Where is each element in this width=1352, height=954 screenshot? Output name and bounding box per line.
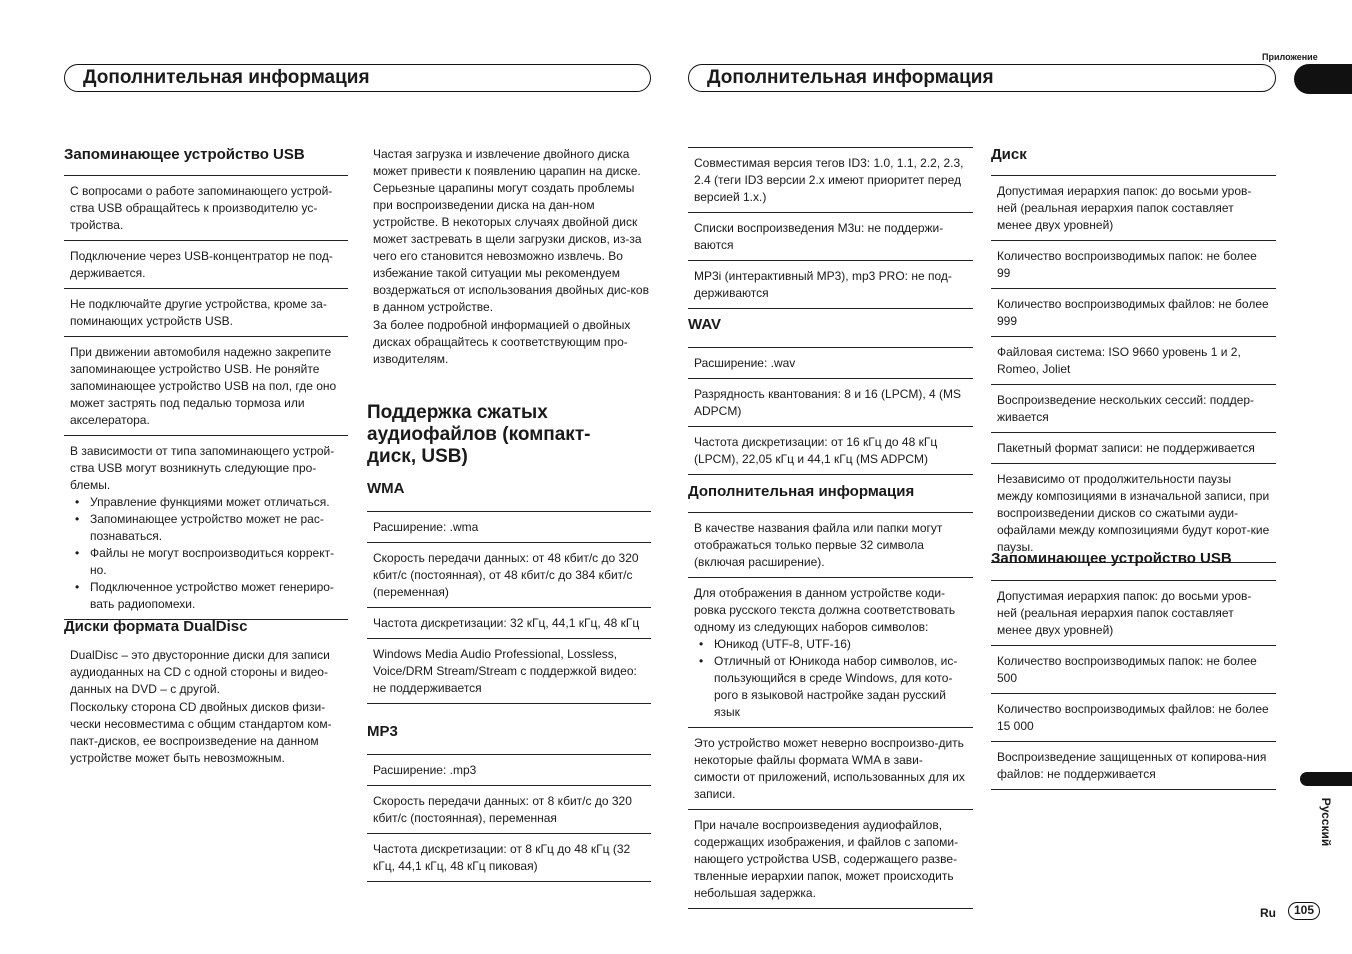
mp3-heading: MP3 <box>367 723 398 740</box>
extra-info-list <box>688 512 973 909</box>
usb-spec-list <box>991 580 1276 790</box>
section-label: Приложение <box>1262 52 1318 62</box>
usb-item: Не подключайте другие устройства, кроме за-поминающих устройств USB. <box>64 288 348 336</box>
banner-title-right: Дополнительная информация <box>707 67 994 88</box>
mp3-extra-item: Совместимая версия тегов ID3: 1.0, 1.1, 2.2, 2.3, 2.4 (теги ID3 версии 2.x имеют приоритет перед версией 1.x.) <box>688 147 973 212</box>
wma-list <box>367 511 651 704</box>
banner-title-left: Дополнительная информация <box>83 67 370 88</box>
disc-item: Независимо от продолжительности паузы между композициями в изначальной записи, при воспроизведении дисков со сжатыми ауди-офайлами между композициями будут корот-кие паузы. <box>991 463 1276 563</box>
language-label: Русский <box>1319 797 1333 847</box>
mp3-extra-list <box>688 147 973 309</box>
disc-item: Количество воспроизводимых папок: не более 99 <box>991 240 1276 288</box>
extra-info-item-encoding <box>688 577 973 727</box>
disc-item: Допустимая иерархия папок: до восьми уров-ней (реальная иерархия папок составляет менее двух уровней) <box>991 175 1276 240</box>
dualdisc-paragraph-3: Частая загрузка и извлечение двойного диска может привести к появлению царапин на диске. Серьезные царапины могут создать проблемы при воспроизведении диска на дан-ном устройстве. В некоторых случаях двойной диск может застревать в щели загрузки дисков, из-за чего его становится невозможно извлечь. Во избежание такой ситуации мы рекомендуем воздержаться от использования двойных дис-ков в данном устройстве. <box>373 147 649 314</box>
list-item: • Юникод (UTF-8, UTF-16) <box>714 636 967 653</box>
usb-item: При движении автомобиля надежно закрепите запоминающее устройство USB. Не роняйте запоминающее устройство USB на пол, где оно может застрять под педалью тормоза или акселератора. <box>64 336 348 435</box>
wma-item: Скорость передачи данных: от 48 кбит/с до 320 кбит/с (постоянная), от 48 кбит/с до 384 кбит/с (переменная) <box>367 542 651 607</box>
usb-item: Подключение через USB-концентратор не под-держивается. <box>64 240 348 288</box>
wma-item: Расширение: .wma <box>367 511 651 542</box>
usb-problems-list <box>70 494 342 613</box>
usb-item-problems <box>64 435 348 620</box>
mp3-list <box>367 754 651 882</box>
list-item: • Файлы не могут воспроизводиться коррект-но. <box>90 545 342 579</box>
page-number-text: 105 <box>1293 903 1315 917</box>
disc-item: Файловая система: ISO 9660 уровень 1 и 2, Romeo, Joliet <box>991 336 1276 384</box>
wma-item: Частота дискретизации: 32 кГц, 44,1 кГц, 48 кГц <box>367 607 651 638</box>
mp3-item: Расширение: .mp3 <box>367 754 651 785</box>
usb-heading: Запоминающее устройство USB <box>64 146 305 163</box>
usb-spec-item: Воспроизведение защищенных от копирова-ния файлов: не поддерживается <box>991 741 1276 790</box>
wav-list <box>688 347 973 475</box>
mp3-extra-item: MP3i (интерактивный MP3), mp3 PRO: не под-держиваются <box>688 260 973 309</box>
dualdisc-paragraph-4: За более подробной информацией о двойных дисках обращайтесь к соответствующим про-изводителям. <box>373 318 631 366</box>
mp3-item: Частота дискретизации: от 8 кГц до 48 кГц (32 кГц, 44,1 кГц, 48 кГц пиковая) <box>367 833 651 882</box>
disc-heading: Диск <box>991 146 1027 163</box>
page-banner-left <box>64 64 651 92</box>
dualdisc-paragraph-1: DualDisc – это двусторонние диски для записи аудиоданных на CD с одной стороны и видео-данных на DVD – с другой. <box>70 648 330 696</box>
list-item: • Запоминающее устройство может не рас-познаваться. <box>90 511 342 545</box>
wma-item: Windows Media Audio Professional, Lossless, Voice/DRM Stream/Stream с поддержкой видео: не поддерживается <box>367 638 651 704</box>
language-code: Ru <box>1260 906 1276 920</box>
compressed-audio-heading: Поддержка сжатых аудиофайлов (компакт-диск, USB) <box>367 402 591 467</box>
extra-info-item: При начале воспроизведения аудиофайлов, содержащих изображения, и файлов с запоми-нающего устройства USB, содержащего разве-твленные иерархии папок, может происходить небольшая задержка. <box>688 809 973 909</box>
dualdisc-heading: Диски формата DualDisc <box>64 618 248 635</box>
page-banner-right <box>688 64 1276 92</box>
wav-item: Расширение: .wav <box>688 347 973 378</box>
wma-heading: WMA <box>367 480 405 497</box>
encoding-intro: Для отображения в данном устройстве коди-ровка русского текста должна соответствовать одному из следующих наборов символов: <box>694 586 956 634</box>
mp3-extra-item: Списки воспроизведения M3u: не поддержи-ваются <box>688 212 973 260</box>
language-tab <box>1300 772 1352 786</box>
dualdisc-paragraph-2: Поскольку сторона CD двойных дисков физи-чески несовместима с общим стандартом ком-пакт-дисков, ее воспроизведение на данном устройстве может быть невозможным. <box>70 700 332 765</box>
usb-list <box>64 175 348 620</box>
usb-problems-intro: В зависимости от типа запоминающего устрой-ства USB могут возникнуть следующие про-блемы. <box>70 444 335 492</box>
disc-item: Количество воспроизводимых файлов: не более 999 <box>991 288 1276 336</box>
extra-info-item: Это устройство может неверно воспроизво-дить некоторые файлы формата WMA в зави-симости от приложений, использованных для их записи. <box>688 727 973 809</box>
page-number <box>1288 902 1320 920</box>
section-tab <box>1294 64 1352 94</box>
disc-item: Воспроизведение нескольких сессий: поддер-живается <box>991 384 1276 432</box>
wav-heading: WAV <box>688 316 722 333</box>
usb-spec-item: Количество воспроизводимых папок: не более 500 <box>991 645 1276 693</box>
disc-item: Пакетный формат записи: не поддерживается <box>991 432 1276 463</box>
mp3-item: Скорость передачи данных: от 8 кбит/с до 320 кбит/с (постоянная), переменная <box>367 785 651 833</box>
usb-item: С вопросами о работе запоминающего устрой-ства USB обращайтесь к производителю ус-тройства. <box>64 175 348 240</box>
disc-list <box>991 175 1276 563</box>
wav-item: Частота дискретизации: от 16 кГц до 48 кГц (LPCM), 22,05 кГц и 44,1 кГц (MS ADPCM) <box>688 426 973 475</box>
wav-item: Разрядность квантования: 8 и 16 (LPCM), 4 (MS ADPCM) <box>688 378 973 426</box>
list-item: • Отличный от Юникода набор символов, ис-пользующийся в среде Windows, для кото-рого в языковой настройке задан русский язык <box>714 653 967 721</box>
usb-spec-item: Количество воспроизводимых файлов: не более 15 000 <box>991 693 1276 741</box>
extra-info-item: В качестве названия файла или папки могут отображаться только первые 32 символа (включая расширение). <box>688 512 973 577</box>
extra-info-heading: Дополнительная информация <box>688 483 915 500</box>
usb-spec-item: Допустимая иерархия папок: до восьми уров-ней (реальная иерархия папок составляет менее двух уровней) <box>991 580 1276 645</box>
encoding-list <box>694 636 967 721</box>
list-item: • Управление функциями может отличаться. <box>90 494 342 511</box>
list-item: • Подключенное устройство может генериро-вать радиопомехи. <box>90 579 342 613</box>
usb-heading-2: Запоминающее устройство USB <box>991 550 1232 567</box>
